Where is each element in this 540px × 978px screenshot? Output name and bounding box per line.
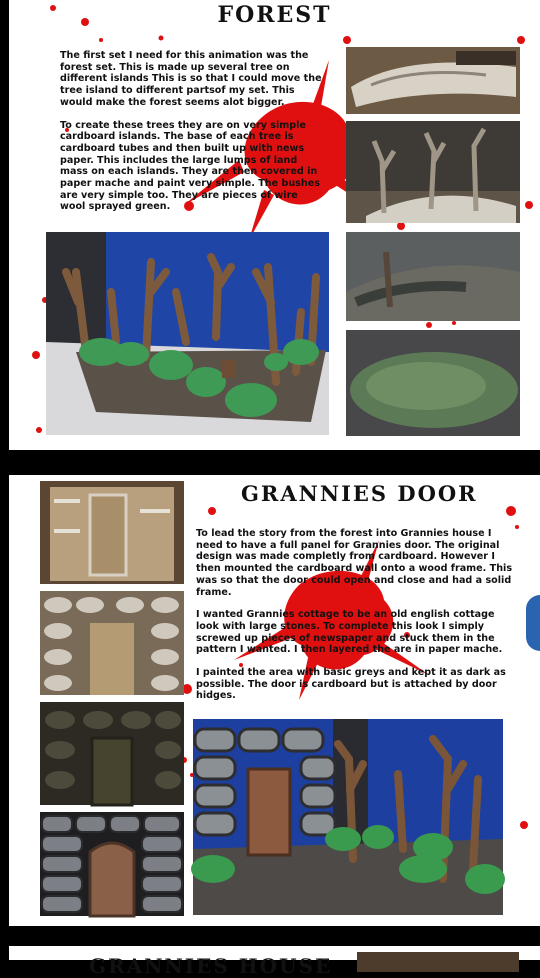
section-title: GRANNIES DOOR	[241, 481, 478, 506]
photo-cardboard-door	[40, 481, 184, 584]
photo-newspaper-stones	[40, 591, 184, 695]
door-paragraph-1: To lead the story from the forest into Grannies house I need to have a full panel for Grannies door. The original design was made completly from cardboard. However I then mounted the cardboard wall onto a wood frame. This was so that the door could open and close and had a solid frame.	[196, 528, 513, 598]
photo-grannies-house-partial	[357, 952, 519, 972]
page-title: FOREST	[217, 2, 332, 28]
forest-description	[60, 50, 326, 224]
photo-door-and-forest-set	[193, 719, 503, 915]
grannies-door-panel	[9, 475, 540, 926]
grannies-door-description	[196, 528, 514, 713]
forest-panel	[9, 0, 540, 450]
photo-paper-mache-wall	[40, 702, 184, 805]
grannies-house-panel	[9, 946, 540, 978]
photo-painted-stone-door	[40, 812, 184, 916]
photo-cardboard-island	[346, 47, 520, 114]
forest-paragraph-1: The first set I need for this animation was the forest set. This is made up several tree on different islands This is so that I could move the tree island to different partsof my set. This would make the forest seems alot bigger.	[60, 50, 322, 108]
forest-paragraph-2: To create these trees they are on very simple cardboard islands. The base of each tree is cardboard tubes and then built up with news paper. This includes the large lumps of land mass on each islands. They are then covered in paper mache and paint very simple. The bushes are very simple too. They are pieces of wire wool sprayed green.	[60, 119, 320, 213]
photo-tree-island-paper	[346, 121, 520, 223]
side-tab-decoration	[526, 595, 540, 651]
door-paragraph-3: I painted the area with basic greys and kept it as dark as possible. The door is cardboard but is attached by door hidges.	[196, 667, 506, 702]
photo-wire-wool-bush	[346, 330, 520, 436]
photo-tree-island-painted	[346, 232, 520, 321]
photo-forest-set	[46, 232, 329, 435]
section-title-partial: GRANNIES HOUSE	[89, 954, 333, 978]
door-paragraph-2: I wanted Grannies cottage to be an old english cottage look with large stones. To complete this look I simply screwed up pieces of newspaper and stuck them in the pattern I wanted. I then layered the are in paper mache.	[196, 609, 503, 656]
